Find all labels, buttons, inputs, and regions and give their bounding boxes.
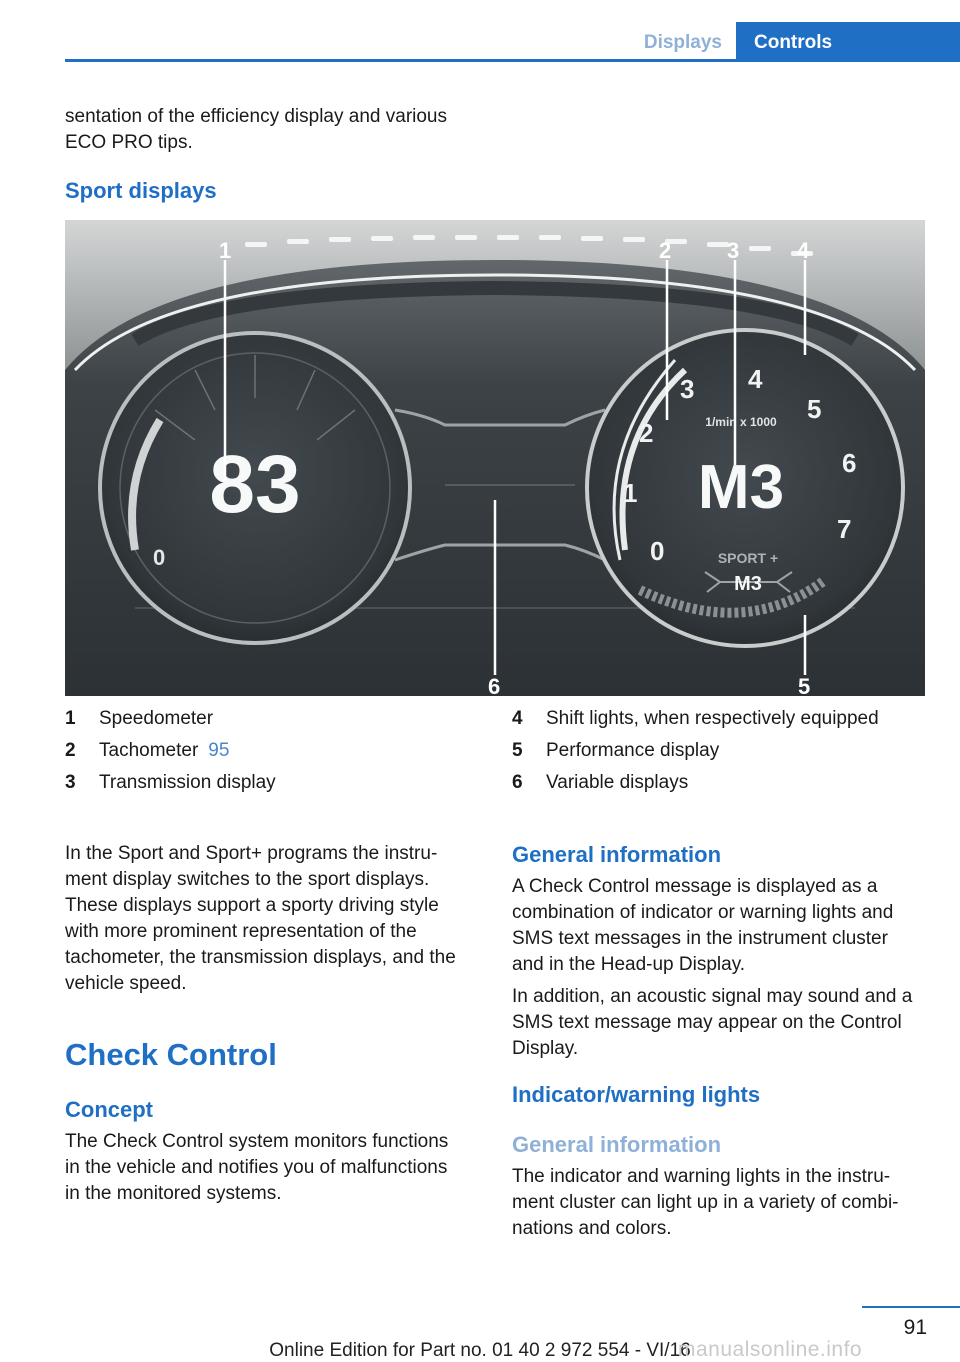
legend-label: Transmission display <box>99 772 276 793</box>
tach-tick-0: 0 <box>650 536 665 566</box>
legend-num: 1 <box>65 708 76 729</box>
gear-value: M3 <box>697 453 785 522</box>
mode-label: SPORT + <box>717 550 779 566</box>
tach-tick-6: 6 <box>842 448 857 478</box>
legend-num: 3 <box>65 772 76 793</box>
legend-num: 5 <box>512 740 523 761</box>
sport-text-line: In the Sport and Sport+ programs the instru- <box>65 843 438 864</box>
general-text-line: SMS text message may appear on the Control <box>512 1012 902 1033</box>
general-text-line: and in the Head-up Display. <box>512 954 746 975</box>
callout-5: 5 <box>798 674 811 696</box>
legend-label: Shift lights, when respectively equipped <box>546 708 879 729</box>
indicator-text-line: nations and colors. <box>512 1218 672 1239</box>
legend-num: 4 <box>512 708 523 729</box>
legend-label: Tachometer <box>99 740 199 761</box>
general-text-line: combination of indicator or warning lights and <box>512 902 894 923</box>
footer-edition: Online Edition for Part no. 01 40 2 972 554 - VI/16 <box>269 1340 691 1361</box>
intro-line-1: sentation of the efficiency display and various <box>65 106 447 127</box>
header-chapter-tab: Controls <box>736 22 960 62</box>
rpm-unit: 1/min x 1000 <box>705 415 777 429</box>
mode-gear: M3 <box>734 573 762 595</box>
sport-text-line: vehicle speed. <box>65 973 187 994</box>
legend-num: 2 <box>65 740 76 761</box>
general-info-heading: General information <box>512 842 722 867</box>
legend-num: 6 <box>512 772 523 793</box>
header-section-tab: Displays <box>643 32 722 53</box>
speed-zero: 0 <box>153 545 166 570</box>
legend-label: Performance display <box>546 740 720 761</box>
concept-text-line: in the monitored systems. <box>65 1183 282 1204</box>
check-control-title: Check Control <box>65 1037 277 1072</box>
indicator-heading: Indicator/warning lights <box>512 1082 761 1107</box>
general-info-subheading: General information <box>512 1132 722 1157</box>
concept-heading: Concept <box>65 1097 153 1122</box>
callout-4: 4 <box>797 238 810 263</box>
general-text-line: SMS text messages in the instrument cluster <box>512 928 888 949</box>
legend-label: Variable displays <box>546 772 689 793</box>
tach-tick-3: 3 <box>680 374 695 404</box>
page-number: 91 <box>903 1316 927 1339</box>
tach-tick-4: 4 <box>748 364 763 394</box>
callout-3: 3 <box>727 238 740 263</box>
tach-tick-2: 2 <box>639 418 654 448</box>
intro-line-2: ECO PRO tips. <box>65 132 193 153</box>
concept-text-line: The Check Control system monitors functions <box>65 1131 449 1152</box>
sport-text-line: tachometer, the transmission displays, and the <box>65 947 456 968</box>
general-text-line: Display. <box>512 1038 579 1059</box>
sport-displays-heading: Sport displays <box>65 178 217 203</box>
tach-tick-1: 1 <box>623 478 638 508</box>
header-rule <box>65 59 960 62</box>
sport-text-line: with more prominent representation of the <box>65 921 417 942</box>
legend-label: Speedometer <box>99 708 214 729</box>
watermark: manualsonline.info <box>678 1338 863 1361</box>
indicator-text-line: ment cluster can light up in a variety of combi- <box>512 1192 899 1213</box>
general-text-line: In addition, an acoustic signal may sound and a <box>512 986 913 1007</box>
indicator-text-line: The indicator and warning lights in the instru- <box>512 1166 891 1187</box>
footer-rule <box>862 1306 960 1308</box>
page-ref-link[interactable]: 95 <box>208 740 230 761</box>
tach-tick-7: 7 <box>837 514 852 544</box>
instrument-cluster-figure <box>65 220 925 696</box>
speed-value: 83 <box>209 439 301 530</box>
sport-text-line: ment display switches to the sport displays. <box>65 869 430 890</box>
concept-text-line: in the vehicle and notifies you of malfunctions <box>65 1157 448 1178</box>
general-text-line: A Check Control message is displayed as a <box>512 876 878 897</box>
tach-tick-5: 5 <box>807 394 822 424</box>
callout-1: 1 <box>219 238 232 263</box>
sport-text-line: These displays support a sporty driving style <box>65 895 439 916</box>
callout-6: 6 <box>488 674 501 696</box>
callout-2: 2 <box>659 238 672 263</box>
